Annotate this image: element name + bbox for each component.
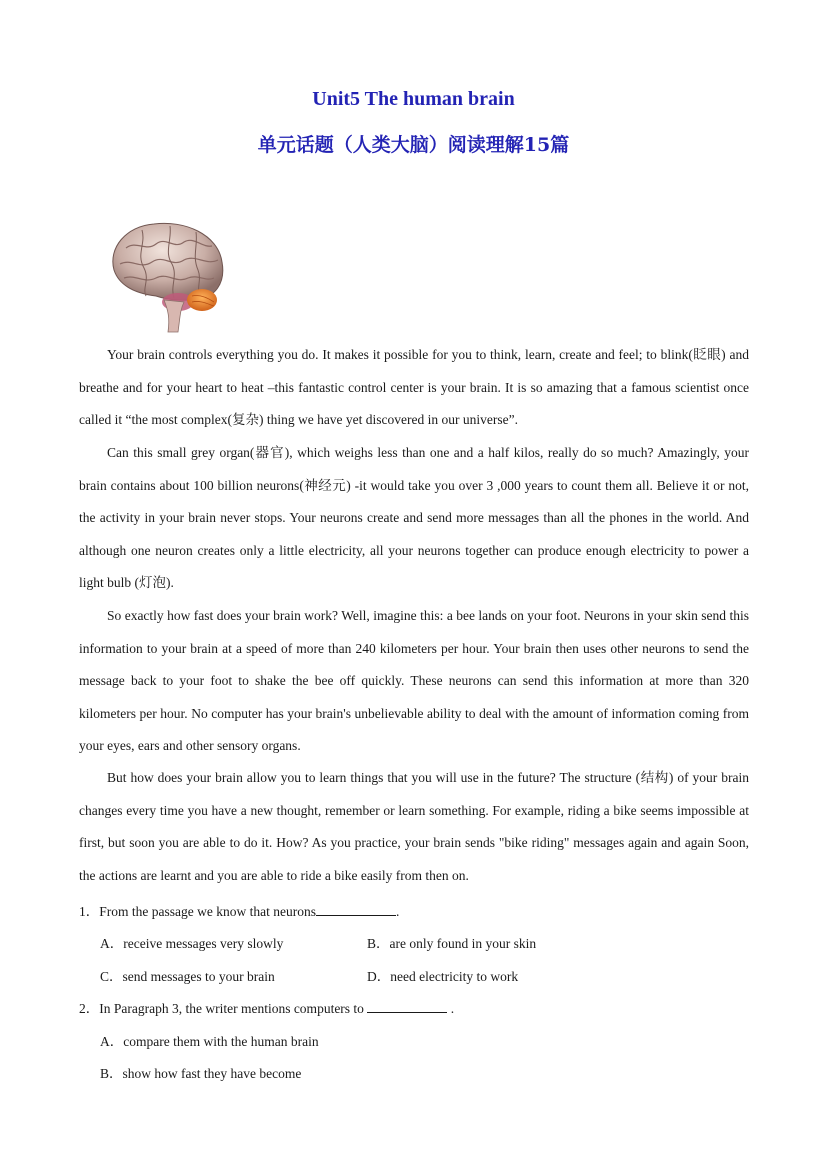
passage-paragraph: Can this small grey organ(器官), which weighs less than one and a half kilos, really do so much? Amazingly, your brain contains about 100 billion neurons(神经元) -it would take you over 3 ,000 years to count them all. Believe it or not, the activity in your brain never stops. Your neurons create and send more messages than all the phones in the world. And although one neuron creates only a little electricity, all your neurons together can produce enough electricity to power a light bulb (灯泡).	[79, 445, 749, 591]
option-1a[interactable]: A．receive messages very slowly	[100, 936, 284, 951]
option-1b[interactable]: B．are only found in your skin	[367, 936, 537, 951]
page-title: Unit5 The human brain	[312, 88, 515, 110]
passage-paragraph: Your brain controls everything you do. It makes it possible for you to think, learn, create and feel; to blink(眨眼) and breathe and for your heart to heat –this fantastic control center is your brain. It is so amazing that a famous scientist once called it “the most complex(复杂) thing we have yet discovered in our universe”.	[79, 347, 749, 428]
passage-paragraph: So exactly how fast does your brain work? Well, imagine this: a bee lands on your foot. Neurons in your skin send this information to your brain at a speed of more than 240 kilometers per hour. Your brain then uses other neurons to send the message back to your foot to shake the bee off quickly. These neurons can send this information at more than 320 kilometers per hour. No computer has your brain's unbelievable ability to deal with the amount of information coming from your eyes, ears and other sensory organs.	[79, 608, 749, 754]
question-1: 1．From the passage we know that neurons .	[79, 904, 400, 919]
option-2b[interactable]: B．show how fast they have become	[100, 1066, 302, 1081]
brain-illustration	[106, 218, 226, 333]
question-number: 2．	[79, 1001, 100, 1016]
answer-blank[interactable]	[316, 903, 396, 916]
page-subtitle: 单元话题（人类大脑）阅读理解15篇	[257, 134, 570, 156]
answer-blank[interactable]	[367, 1000, 447, 1013]
question-stem: From the passage we know that neurons	[99, 904, 316, 919]
option-1d[interactable]: D．need electricity to work	[367, 969, 519, 984]
question-number: 1．	[79, 904, 100, 919]
option-1c[interactable]: C．send messages to your brain	[100, 969, 275, 984]
option-2a[interactable]: A．compare them with the human brain	[100, 1034, 319, 1049]
passage-paragraph: But how does your brain allow you to learn things that you will use in the future? The structure (结构) of your brain changes every time you have a new thought, remember or learn something. For example, riding a bike seems impossible at first, but soon you are able to do it. How? As you practice, your brain sends "bike riding" messages again and again Soon, the actions are learnt and you are able to ride a bike easily from then on.	[79, 770, 749, 883]
question-stem: In Paragraph 3, the writer mentions computers to	[99, 1001, 364, 1016]
question-2: 2．In Paragraph 3, the writer mentions computers to .	[79, 1001, 455, 1016]
